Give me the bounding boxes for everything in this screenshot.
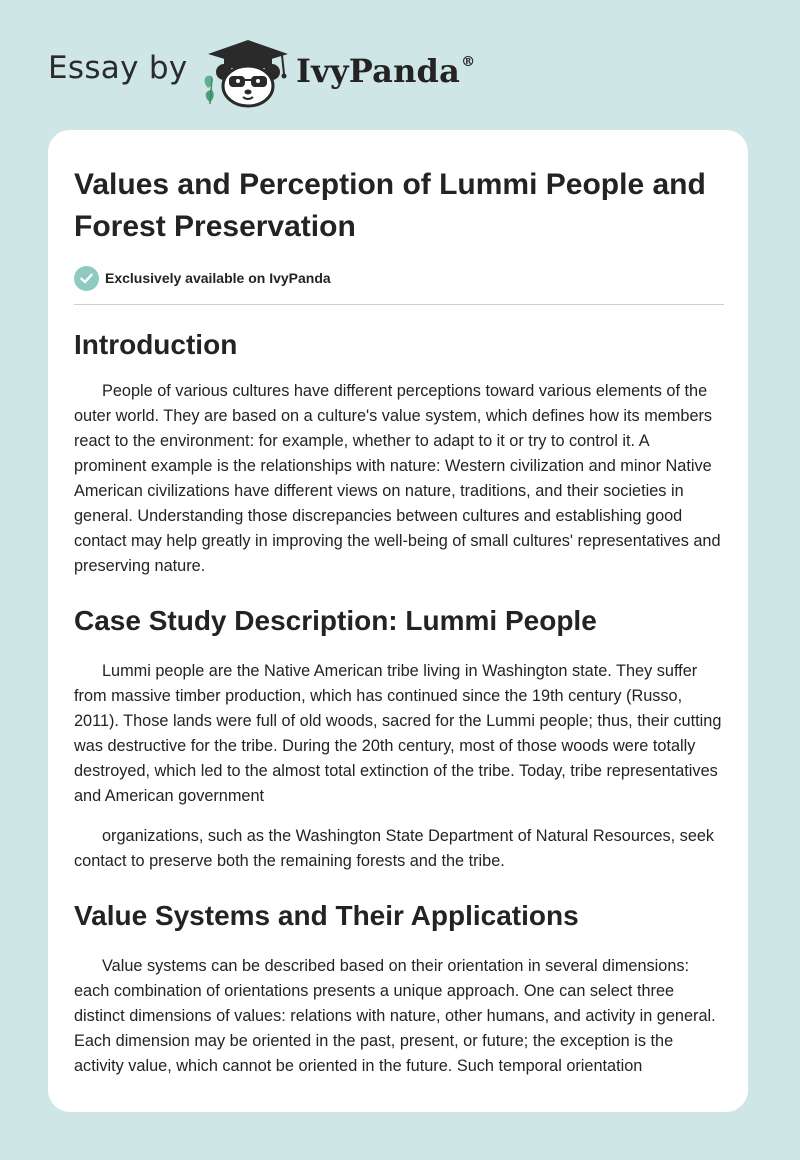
divider <box>74 304 724 305</box>
paragraph: Value systems can be described based on their orientation in several dimensions: each combination of orientations presents a unique approach. One can select three distinct dimensions of values: relations with nature, other humans, and activity in general. Each dimension may be oriented in the past, present, or future; the exception is the activity value, which cannot be oriented in the future. Such temporal orientation <box>74 957 716 1075</box>
essay-by-label: Essay by <box>48 50 188 86</box>
exclusive-badge <box>74 264 724 292</box>
exclusive-text: Exclusively available on IvyPanda <box>105 270 331 286</box>
paragraph: Lummi people are the Native American tribe living in Washington state. They suffer from massive timber production, which has continued since the 19th century (Russo, 2011). Those lands were full of old woods, sacred for the Lummi people; thus, their cutting was destructive for the tribe. During the 20th century, most of those woods were totally destroyed, which led to the almost total extinction of the tribe. Today, tribe representatives and American government <box>74 662 722 805</box>
section-heading-value-systems: Value Systems and Their Applications <box>74 900 579 931</box>
panda-graduate-logo-icon[interactable] <box>198 36 294 108</box>
essay-title: Values and Perception of Lummi People and Forest Preservation <box>74 168 706 243</box>
paragraph: organizations, such as the Washington State Department of Natural Resources, seek contact to preserve both the remaining forests and the tribe. <box>74 827 715 870</box>
site-header <box>0 0 800 130</box>
essay-card <box>48 130 748 1112</box>
check-circle-icon <box>74 266 99 291</box>
ivypanda-brand-name[interactable]: IvyPanda® <box>296 52 476 90</box>
paragraph: People of various cultures have different perceptions toward various elements of the outer world. They are based on a culture's value system, which defines how its members react to the environment: for example, whether to adapt to it or try to control it. A prominent example is the relationships with nature: Western civilization and minor Native American civilizations have different views on nature, traditions, and their societies in general. Understanding those discrepancies between cultures and establishing good contact may help greatly in improving the well-being of small cultures' representatives and preserving nature. <box>74 382 721 575</box>
section-heading-introduction: Introduction <box>74 329 238 360</box>
section-heading-case-study: Case Study Description: Lummi People <box>74 605 597 636</box>
